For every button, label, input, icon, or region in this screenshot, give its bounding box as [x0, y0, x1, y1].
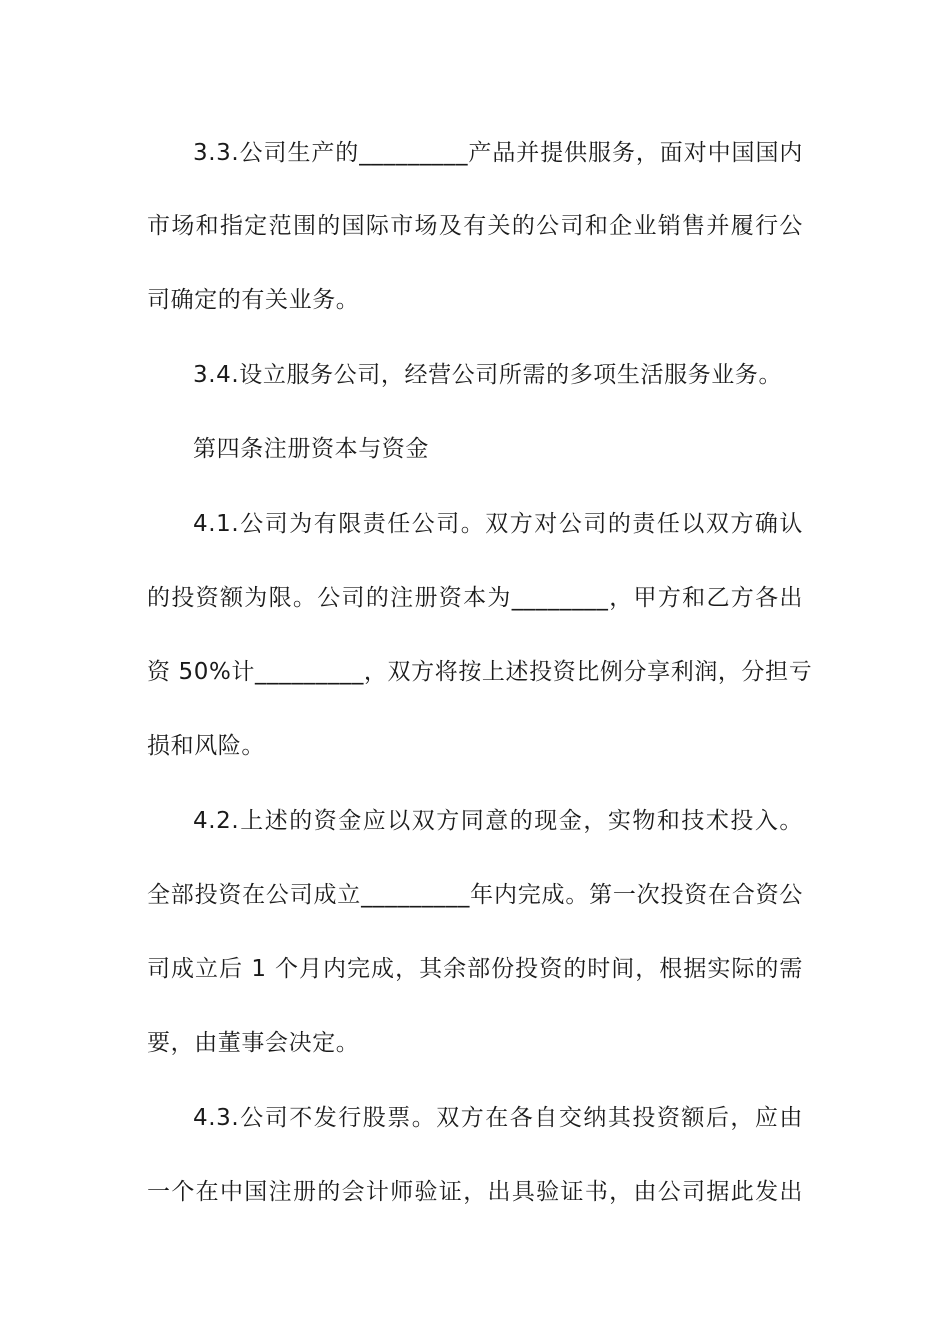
paragraph-3-3-line-1: 3.3.公司生产的_________产品并提供服务，面对中国国内 — [193, 140, 803, 166]
section-heading-article-4: 第四条注册资本与资金 — [193, 436, 429, 462]
paragraph-4-3-line-2: 一个在中国注册的会计师验证，出具验证书，由公司据此发出 — [147, 1179, 803, 1205]
paragraph-4-1-line-3: 资 50%计_________，双方将按上述投资比例分享利润，分担亏 — [147, 659, 813, 685]
paragraph-4-1-line-4: 损和风险。 — [147, 733, 265, 759]
paragraph-4-2-line-1: 4.2.上述的资金应以双方同意的现金，实物和技术投入。 — [193, 808, 803, 834]
paragraph-4-3-line-1: 4.3.公司不发行股票。双方在各自交纳其投资额后，应由 — [193, 1105, 803, 1131]
paragraph-4-1-line-2: 的投资额为限。公司的注册资本为________，甲方和乙方各出 — [147, 585, 803, 611]
paragraph-3-3-line-2: 市场和指定范围的国际市场及有关的公司和企业销售并履行公 — [147, 213, 803, 239]
paragraph-4-2-line-4: 要，由董事会决定。 — [147, 1030, 360, 1056]
paragraph-3-4-line-1: 3.4.设立服务公司，经营公司所需的多项生活服务业务。 — [193, 362, 783, 388]
paragraph-3-3-line-3: 司确定的有关业务。 — [147, 287, 360, 313]
paragraph-4-2-line-2: 全部投资在公司成立_________年内完成。第一次投资在合资公 — [147, 882, 803, 908]
paragraph-4-1-line-1: 4.1.公司为有限责任公司。双方对公司的责任以双方确认 — [193, 511, 803, 537]
paragraph-4-2-line-3: 司成立后 1 个月内完成，其余部份投资的时间，根据实际的需 — [147, 956, 803, 982]
